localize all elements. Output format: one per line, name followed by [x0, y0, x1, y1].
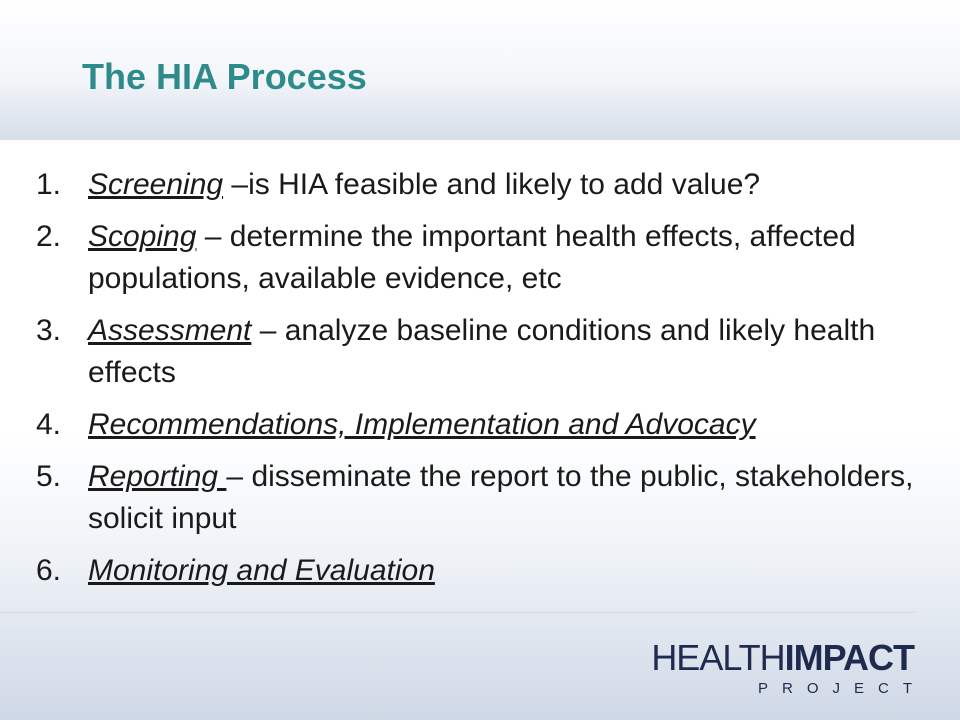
item-number: 4. [36, 408, 62, 441]
item-term: Scoping [88, 220, 197, 253]
item-number: 1. [36, 168, 62, 201]
health-impact-project-logo [651, 637, 926, 697]
process-list [36, 164, 936, 602]
item-text [88, 216, 936, 300]
logo-impact-text: IMPACT [784, 637, 914, 678]
item-term: Assessment [88, 314, 252, 347]
item-term: Recommendations, Implementation and Advocacy [88, 408, 756, 441]
item-description: –is HIA feasible and likely to add value? [223, 168, 761, 201]
item-number: 3. [36, 314, 62, 347]
item-text [88, 550, 936, 592]
item-term: Monitoring and Evaluation [88, 554, 435, 587]
item-text [88, 164, 936, 206]
footer-divider [0, 612, 915, 613]
slide-title: The HIA Process [82, 56, 367, 97]
item-number: 6. [36, 554, 62, 587]
item-number: 5. [36, 460, 62, 493]
logo-wordmark [651, 637, 914, 678]
list-item [36, 310, 936, 394]
item-description: – disseminate the report to the public, stakeholders, solicit input [88, 460, 914, 535]
item-description: – determine the important health effects, affected populations, available evidence, etc [88, 220, 856, 295]
list-item [36, 456, 936, 540]
list-item [36, 550, 936, 592]
logo-project-text: PROJECT [757, 680, 926, 697]
list-item [36, 404, 936, 446]
item-text [88, 456, 936, 540]
logo-health-text: HEALTH [651, 637, 785, 678]
item-term: Reporting [88, 460, 227, 493]
item-text [88, 404, 936, 446]
item-text [88, 310, 936, 394]
list-item [36, 164, 936, 206]
item-description: – analyze baseline conditions and likely health effects [88, 314, 876, 389]
header-band [0, 0, 960, 140]
list-item [36, 216, 936, 300]
item-term: Screening [88, 168, 224, 201]
item-number: 2. [36, 220, 62, 253]
